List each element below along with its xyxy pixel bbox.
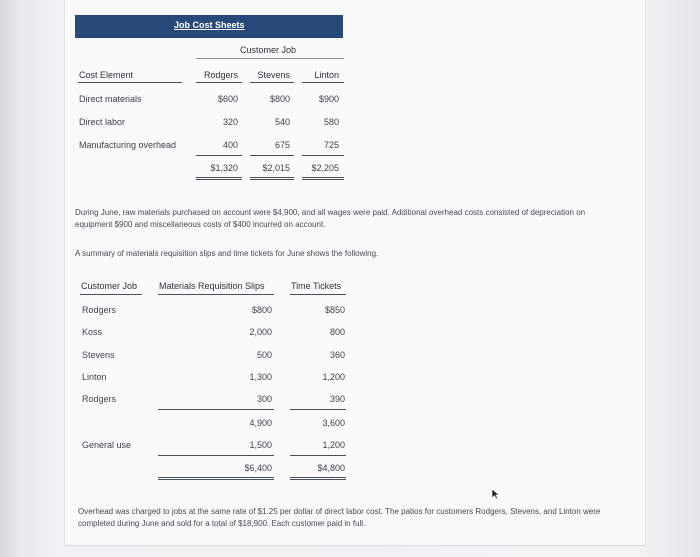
summary-total-materials: $6,400 [244, 463, 272, 473]
row-label-manufacturing-overhead: Manufacturing overhead [79, 140, 177, 150]
summary-row-materials: $800 [251, 305, 272, 315]
summary-row-time: 390 [329, 394, 345, 404]
summary-row-time: 360 [329, 350, 345, 360]
header-rule-linton [302, 82, 344, 83]
summary-total-rule-materials [158, 455, 274, 456]
summary-row-time: $850 [324, 305, 345, 315]
summary-subtotal-rule-time [290, 409, 346, 410]
mouse-pointer-icon [491, 488, 500, 500]
total-stevens: $2,015 [262, 163, 290, 173]
total-linton: $2,205 [311, 163, 339, 173]
summary-total-double-rule-time-1 [290, 477, 346, 478]
cost-element-header: Cost Element [79, 70, 134, 80]
cell-direct-materials-rodgers: $600 [217, 94, 238, 104]
group-header-rule [196, 58, 344, 59]
header-rule-stevens [250, 82, 294, 83]
total-rule-linton-2 [302, 179, 344, 180]
subtotal-rule-stevens [250, 155, 294, 156]
cell-direct-labor-rodgers: 320 [222, 117, 238, 127]
summary-row-materials: 300 [256, 394, 272, 404]
summary-row-time: 1,200 [322, 372, 345, 382]
summary-general-use-label: General use [82, 440, 132, 450]
summary-header-rule-materials [158, 294, 274, 295]
summary-row-time: 800 [329, 327, 345, 337]
total-rule-rodgers-2 [196, 179, 242, 180]
cell-direct-materials-linton: $900 [318, 94, 339, 104]
cell-overhead-rodgers: 400 [222, 140, 238, 150]
narrative-paragraph: During June, raw materials purchased on account were $4,900, and all wages were paid. Additional overhead costs consisted of depreciation on equipment $900 and miscellaneous costs of $400 incurred on account. [75, 208, 586, 229]
summary-row-job: Linton [82, 372, 107, 382]
summary-total-double-rule-materials-2 [158, 479, 274, 480]
subtotal-rule-linton [302, 155, 344, 156]
summary-subtotal-materials: 4,900 [249, 418, 272, 428]
summary-general-use-time: 1,200 [322, 440, 345, 450]
summary-header-rule-time [290, 294, 346, 295]
total-rule-linton-1 [302, 177, 344, 178]
summary-header-rule-job [80, 294, 142, 295]
job-cost-title: Job Cost Sheets [174, 20, 245, 30]
row-label-direct-labor: Direct labor [79, 117, 126, 127]
job-cost-title-bar [75, 15, 343, 38]
summary-header-time-tickets: Time Tickets [291, 281, 342, 291]
summary-total-time: $4,800 [317, 463, 345, 473]
cell-overhead-linton: 725 [323, 140, 339, 150]
header-rule-rodgers [196, 82, 242, 83]
summary-subtotal-time: 3,600 [322, 418, 345, 428]
summary-row-materials: 2,000 [249, 327, 272, 337]
summary-row-materials: 1,300 [249, 372, 272, 382]
total-rule-stevens-1 [250, 177, 294, 178]
cell-direct-labor-stevens: 540 [274, 117, 290, 127]
cell-direct-materials-stevens: $800 [269, 94, 290, 104]
summary-total-double-rule-materials-1 [158, 477, 274, 478]
summary-row-job: Rodgers [82, 305, 117, 315]
column-header-linton: Linton [314, 70, 339, 80]
summary-general-use-materials: 1,500 [249, 440, 272, 450]
summary-row-job: Rodgers [82, 394, 117, 404]
footer-paragraph: Overhead was charged to jobs at the same rate of $1.25 per dollar of direct labor cost. The patios for customers Rodgers, Stevens, and Linton were completed during June and sold for a total of $18,900. Each customer paid in full. [78, 507, 601, 528]
row-label-direct-materials: Direct materials [79, 94, 142, 104]
customer-job-group-header: Customer Job [240, 45, 297, 55]
total-rule-stevens-2 [250, 179, 294, 180]
column-header-rodgers: Rodgers [203, 70, 238, 80]
total-rule-rodgers-1 [196, 177, 242, 178]
summary-header-materials: Materials Requisition Slips [159, 281, 265, 291]
cell-overhead-stevens: 675 [274, 140, 290, 150]
subtotal-rule-rodgers [196, 155, 242, 156]
summary-subtotal-rule-materials [158, 409, 274, 410]
cell-direct-labor-linton: 580 [323, 117, 339, 127]
header-rule-cost-element [78, 82, 182, 83]
summary-row-materials: 500 [256, 350, 272, 360]
total-rodgers: $1,320 [210, 163, 238, 173]
summary-total-double-rule-time-2 [290, 479, 346, 480]
column-header-stevens: Stevens [257, 70, 290, 80]
summary-row-job: Koss [82, 327, 103, 337]
summary-row-job: Stevens [82, 350, 115, 360]
summary-total-rule-time [290, 455, 346, 456]
summary-intro-paragraph: A summary of materials requisition slips and time tickets for June shows the following. [75, 249, 379, 258]
summary-header-customer-job: Customer Job [81, 281, 138, 291]
